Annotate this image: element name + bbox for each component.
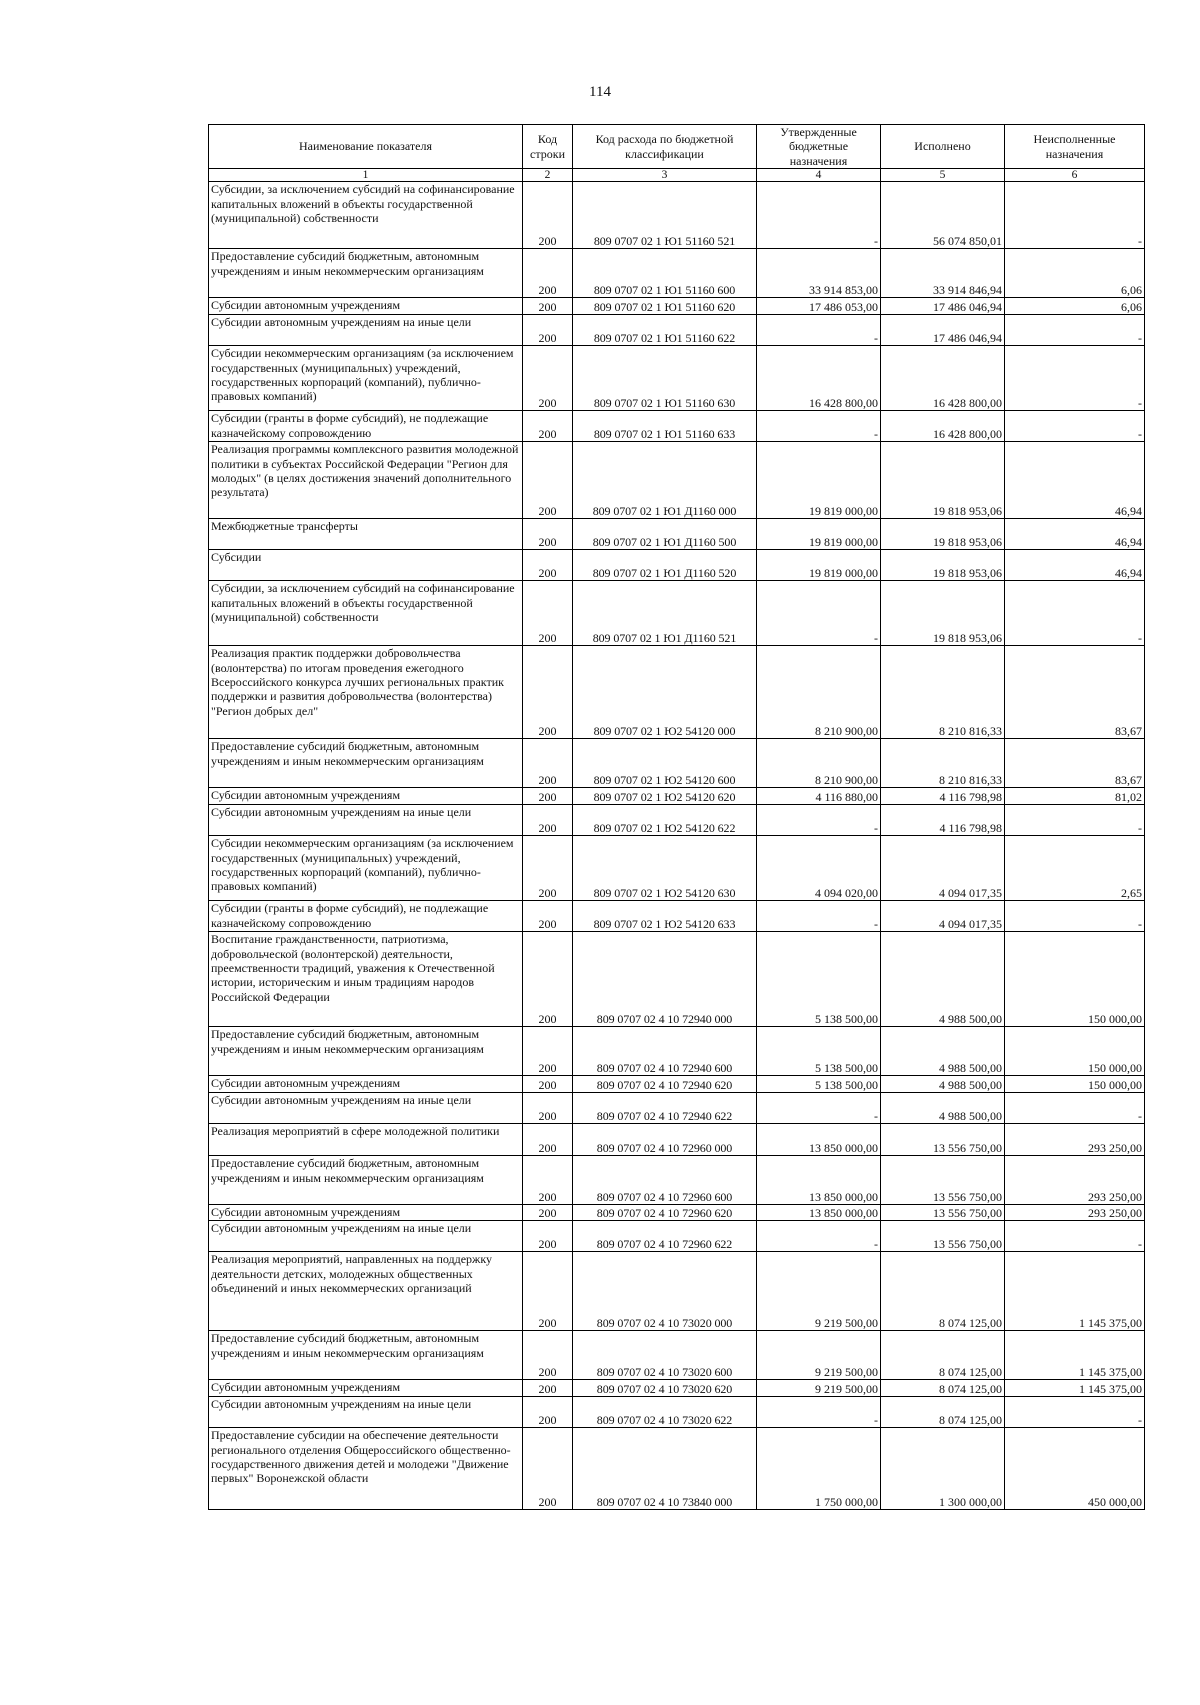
row-approved-amount: 4 094 020,00 bbox=[757, 836, 881, 901]
row-indicator-name: Предоставление субсидий бюджетным, автономным учреждениям и иным некоммерческим организациям bbox=[209, 1156, 523, 1205]
row-unexecuted-amount: - bbox=[1005, 315, 1145, 346]
row-executed-amount: 8 074 125,00 bbox=[881, 1331, 1005, 1380]
row-line-code: 200 bbox=[523, 932, 573, 1027]
table-row bbox=[209, 1156, 1145, 1205]
table-row bbox=[209, 581, 1145, 646]
row-executed-amount: 56 074 850,01 bbox=[881, 182, 1005, 249]
row-budget-code: 809 0707 02 1 Ю2 54120 600 bbox=[573, 739, 757, 788]
row-budget-code: 809 0707 02 1 Ю2 54120 633 bbox=[573, 901, 757, 932]
row-unexecuted-amount: 6,06 bbox=[1005, 249, 1145, 298]
row-line-code: 200 bbox=[523, 1397, 573, 1428]
row-unexecuted-amount: - bbox=[1005, 1093, 1145, 1124]
row-line-code: 200 bbox=[523, 1076, 573, 1093]
row-unexecuted-amount: 46,94 bbox=[1005, 550, 1145, 581]
row-line-code: 200 bbox=[523, 411, 573, 442]
row-indicator-name: Реализация мероприятий в сфере молодежной политики bbox=[209, 1124, 523, 1156]
row-indicator-name: Субсидии автономным учреждениям на иные цели bbox=[209, 1221, 523, 1252]
row-indicator-name: Субсидии некоммерческим организациям (за исключением государственных (муниципальных) учреждений, государственных корпораций (компаний), публично-правовых компаний) bbox=[209, 836, 523, 901]
row-line-code: 200 bbox=[523, 1156, 573, 1205]
row-executed-amount: 13 556 750,00 bbox=[881, 1124, 1005, 1156]
row-indicator-name: Субсидии автономным учреждениям на иные цели bbox=[209, 315, 523, 346]
row-line-code: 200 bbox=[523, 788, 573, 805]
row-unexecuted-amount: 450 000,00 bbox=[1005, 1428, 1145, 1510]
row-executed-amount: 4 988 500,00 bbox=[881, 1093, 1005, 1124]
row-unexecuted-amount: 1 145 375,00 bbox=[1005, 1252, 1145, 1331]
row-approved-amount: - bbox=[757, 901, 881, 932]
row-line-code: 200 bbox=[523, 1027, 573, 1076]
row-line-code: 200 bbox=[523, 1252, 573, 1331]
row-approved-amount: 33 914 853,00 bbox=[757, 249, 881, 298]
row-executed-amount: 1 300 000,00 bbox=[881, 1428, 1005, 1510]
row-budget-code: 809 0707 02 1 Ю1 51160 620 bbox=[573, 298, 757, 315]
row-unexecuted-amount: 6,06 bbox=[1005, 298, 1145, 315]
row-line-code: 200 bbox=[523, 442, 573, 519]
row-approved-amount: 4 116 880,00 bbox=[757, 788, 881, 805]
row-unexecuted-amount: 46,94 bbox=[1005, 442, 1145, 519]
row-indicator-name: Субсидии автономным учреждениям bbox=[209, 1205, 523, 1221]
row-indicator-name: Субсидии автономным учреждениям bbox=[209, 1076, 523, 1093]
row-unexecuted-amount: - bbox=[1005, 901, 1145, 932]
row-approved-amount: 17 486 053,00 bbox=[757, 298, 881, 315]
row-approved-amount: 9 219 500,00 bbox=[757, 1331, 881, 1380]
row-executed-amount: 4 988 500,00 bbox=[881, 1027, 1005, 1076]
row-line-code: 200 bbox=[523, 739, 573, 788]
table-row bbox=[209, 1331, 1145, 1380]
table-row bbox=[209, 1027, 1145, 1076]
table-row bbox=[209, 836, 1145, 901]
row-indicator-name: Субсидии автономным учреждениям bbox=[209, 298, 523, 315]
column-number: 5 bbox=[881, 169, 1005, 182]
row-indicator-name: Субсидии (гранты в форме субсидий), не подлежащие казначейскому сопровождению bbox=[209, 901, 523, 932]
row-unexecuted-amount: 81,02 bbox=[1005, 788, 1145, 805]
row-indicator-name: Субсидии автономным учреждениям на иные цели bbox=[209, 1397, 523, 1428]
row-executed-amount: 17 486 046,94 bbox=[881, 298, 1005, 315]
row-indicator-name: Предоставление субсидий бюджетным, автономным учреждениям и иным некоммерческим организациям bbox=[209, 1027, 523, 1076]
table-row bbox=[209, 1076, 1145, 1093]
row-approved-amount: 1 750 000,00 bbox=[757, 1428, 881, 1510]
row-line-code: 200 bbox=[523, 315, 573, 346]
row-budget-code: 809 0707 02 4 10 72960 622 bbox=[573, 1221, 757, 1252]
row-executed-amount: 8 074 125,00 bbox=[881, 1397, 1005, 1428]
row-budget-code: 809 0707 02 1 Ю1 51160 521 bbox=[573, 182, 757, 249]
row-approved-amount: 5 138 500,00 bbox=[757, 932, 881, 1027]
table-row bbox=[209, 805, 1145, 836]
table-row bbox=[209, 1221, 1145, 1252]
row-approved-amount: - bbox=[757, 1221, 881, 1252]
column-number: 3 bbox=[573, 169, 757, 182]
table-row bbox=[209, 788, 1145, 805]
row-budget-code: 809 0707 02 4 10 73840 000 bbox=[573, 1428, 757, 1510]
table-row bbox=[209, 315, 1145, 346]
table-row bbox=[209, 932, 1145, 1027]
row-unexecuted-amount: 1 145 375,00 bbox=[1005, 1331, 1145, 1380]
budget-execution-table bbox=[208, 124, 1145, 1510]
row-budget-code: 809 0707 02 4 10 73020 000 bbox=[573, 1252, 757, 1331]
row-line-code: 200 bbox=[523, 1124, 573, 1156]
row-line-code: 200 bbox=[523, 1205, 573, 1221]
table-row bbox=[209, 411, 1145, 442]
row-approved-amount: 9 219 500,00 bbox=[757, 1380, 881, 1397]
row-budget-code: 809 0707 02 1 Ю1 51160 622 bbox=[573, 315, 757, 346]
row-approved-amount: - bbox=[757, 182, 881, 249]
column-number: 1 bbox=[209, 169, 523, 182]
row-budget-code: 809 0707 02 1 Ю2 54120 622 bbox=[573, 805, 757, 836]
table-row bbox=[209, 1380, 1145, 1397]
table-row bbox=[209, 901, 1145, 932]
row-approved-amount: - bbox=[757, 315, 881, 346]
row-line-code: 200 bbox=[523, 581, 573, 646]
table-body bbox=[209, 182, 1145, 1510]
row-approved-amount: - bbox=[757, 805, 881, 836]
row-indicator-name: Реализация программы комплексного развития молодежной политики в субъектах Российской Федерации "Регион для молодых" (в целях достижения значений дополнительного результата) bbox=[209, 442, 523, 519]
row-approved-amount: 13 850 000,00 bbox=[757, 1124, 881, 1156]
row-budget-code: 809 0707 02 1 Ю2 54120 000 bbox=[573, 646, 757, 739]
row-indicator-name: Субсидии, за исключением субсидий на софинансирование капитальных вложений в объекты государственной (муниципальной) собственности bbox=[209, 581, 523, 646]
column-number: 4 bbox=[757, 169, 881, 182]
row-approved-amount: 8 210 900,00 bbox=[757, 646, 881, 739]
row-approved-amount: 5 138 500,00 bbox=[757, 1027, 881, 1076]
row-executed-amount: 4 116 798,98 bbox=[881, 788, 1005, 805]
row-indicator-name: Реализация мероприятий, направленных на поддержку деятельности детских, молодежных общественных объединений и иных некоммерческих организаций bbox=[209, 1252, 523, 1331]
row-budget-code: 809 0707 02 4 10 72940 000 bbox=[573, 932, 757, 1027]
table-row bbox=[209, 1428, 1145, 1510]
header-line-code: Код строки bbox=[523, 125, 573, 169]
row-unexecuted-amount: - bbox=[1005, 1221, 1145, 1252]
row-indicator-name: Субсидии автономным учреждениям bbox=[209, 1380, 523, 1397]
table-row bbox=[209, 298, 1145, 315]
row-budget-code: 809 0707 02 1 Ю1 Д1160 520 bbox=[573, 550, 757, 581]
row-executed-amount: 16 428 800,00 bbox=[881, 411, 1005, 442]
row-executed-amount: 8 210 816,33 bbox=[881, 646, 1005, 739]
row-budget-code: 809 0707 02 1 Ю1 Д1160 000 bbox=[573, 442, 757, 519]
row-budget-code: 809 0707 02 1 Ю1 51160 600 bbox=[573, 249, 757, 298]
row-budget-code: 809 0707 02 4 10 73020 620 bbox=[573, 1380, 757, 1397]
row-line-code: 200 bbox=[523, 550, 573, 581]
row-approved-amount: 19 819 000,00 bbox=[757, 519, 881, 550]
row-budget-code: 809 0707 02 1 Ю1 Д1160 521 bbox=[573, 581, 757, 646]
row-unexecuted-amount: - bbox=[1005, 182, 1145, 249]
row-approved-amount: 13 850 000,00 bbox=[757, 1156, 881, 1205]
row-executed-amount: 17 486 046,94 bbox=[881, 315, 1005, 346]
row-approved-amount: - bbox=[757, 411, 881, 442]
row-line-code: 200 bbox=[523, 646, 573, 739]
header-unexecuted: Неисполненные назначения bbox=[1005, 125, 1145, 169]
row-indicator-name: Субсидии bbox=[209, 550, 523, 581]
row-indicator-name: Субсидии (гранты в форме субсидий), не подлежащие казначейскому сопровождению bbox=[209, 411, 523, 442]
row-budget-code: 809 0707 02 4 10 72940 620 bbox=[573, 1076, 757, 1093]
table-row bbox=[209, 1205, 1145, 1221]
row-indicator-name: Субсидии автономным учреждениям на иные цели bbox=[209, 805, 523, 836]
row-indicator-name: Предоставление субсидий бюджетным, автономным учреждениям и иным некоммерческим организациям bbox=[209, 249, 523, 298]
row-unexecuted-amount: - bbox=[1005, 805, 1145, 836]
row-budget-code: 809 0707 02 4 10 72960 620 bbox=[573, 1205, 757, 1221]
row-executed-amount: 4 988 500,00 bbox=[881, 932, 1005, 1027]
row-unexecuted-amount: - bbox=[1005, 1397, 1145, 1428]
table-row bbox=[209, 519, 1145, 550]
row-approved-amount: 9 219 500,00 bbox=[757, 1252, 881, 1331]
row-executed-amount: 19 818 953,06 bbox=[881, 550, 1005, 581]
row-executed-amount: 8 074 125,00 bbox=[881, 1380, 1005, 1397]
row-executed-amount: 19 818 953,06 bbox=[881, 581, 1005, 646]
row-unexecuted-amount: 150 000,00 bbox=[1005, 1076, 1145, 1093]
table-row bbox=[209, 249, 1145, 298]
row-executed-amount: 13 556 750,00 bbox=[881, 1205, 1005, 1221]
row-line-code: 200 bbox=[523, 182, 573, 249]
table-row bbox=[209, 1397, 1145, 1428]
row-executed-amount: 13 556 750,00 bbox=[881, 1221, 1005, 1252]
row-approved-amount: - bbox=[757, 1397, 881, 1428]
table-row bbox=[209, 182, 1145, 249]
row-line-code: 200 bbox=[523, 1331, 573, 1380]
table-row bbox=[209, 550, 1145, 581]
table-row bbox=[209, 346, 1145, 411]
row-executed-amount: 19 818 953,06 bbox=[881, 519, 1005, 550]
row-executed-amount: 4 116 798,98 bbox=[881, 805, 1005, 836]
row-indicator-name: Субсидии автономным учреждениям на иные цели bbox=[209, 1093, 523, 1124]
table-row bbox=[209, 1124, 1145, 1156]
header-approved: Утвержденные бюджетные назначения bbox=[757, 125, 881, 169]
row-line-code: 200 bbox=[523, 346, 573, 411]
row-budget-code: 809 0707 02 1 Ю2 54120 630 bbox=[573, 836, 757, 901]
row-indicator-name: Субсидии автономным учреждениям bbox=[209, 788, 523, 805]
row-unexecuted-amount: 293 250,00 bbox=[1005, 1156, 1145, 1205]
row-indicator-name: Предоставление субсидий бюджетным, автономным учреждениям и иным некоммерческим организациям bbox=[209, 739, 523, 788]
row-line-code: 200 bbox=[523, 1380, 573, 1397]
column-number: 6 bbox=[1005, 169, 1145, 182]
row-approved-amount: 5 138 500,00 bbox=[757, 1076, 881, 1093]
row-budget-code: 809 0707 02 4 10 72960 600 bbox=[573, 1156, 757, 1205]
row-unexecuted-amount: - bbox=[1005, 411, 1145, 442]
row-executed-amount: 16 428 800,00 bbox=[881, 346, 1005, 411]
row-line-code: 200 bbox=[523, 519, 573, 550]
row-executed-amount: 4 094 017,35 bbox=[881, 901, 1005, 932]
row-unexecuted-amount: 293 250,00 bbox=[1005, 1124, 1145, 1156]
row-unexecuted-amount: 2,65 bbox=[1005, 836, 1145, 901]
table-row bbox=[209, 1093, 1145, 1124]
row-unexecuted-amount: 83,67 bbox=[1005, 739, 1145, 788]
row-executed-amount: 8 074 125,00 bbox=[881, 1252, 1005, 1331]
row-approved-amount: 19 819 000,00 bbox=[757, 550, 881, 581]
row-approved-amount: - bbox=[757, 581, 881, 646]
table-row bbox=[209, 1252, 1145, 1331]
row-budget-code: 809 0707 02 1 Ю1 Д1160 500 bbox=[573, 519, 757, 550]
row-unexecuted-amount: 150 000,00 bbox=[1005, 932, 1145, 1027]
row-approved-amount: 13 850 000,00 bbox=[757, 1205, 881, 1221]
row-approved-amount: - bbox=[757, 1093, 881, 1124]
row-indicator-name: Межбюджетные трансферты bbox=[209, 519, 523, 550]
row-unexecuted-amount: 293 250,00 bbox=[1005, 1205, 1145, 1221]
row-budget-code: 809 0707 02 4 10 72940 622 bbox=[573, 1093, 757, 1124]
row-budget-code: 809 0707 02 4 10 73020 600 bbox=[573, 1331, 757, 1380]
row-budget-code: 809 0707 02 4 10 72960 000 bbox=[573, 1124, 757, 1156]
row-unexecuted-amount: - bbox=[1005, 346, 1145, 411]
row-line-code: 200 bbox=[523, 1093, 573, 1124]
row-approved-amount: 16 428 800,00 bbox=[757, 346, 881, 411]
row-line-code: 200 bbox=[523, 805, 573, 836]
row-unexecuted-amount: 83,67 bbox=[1005, 646, 1145, 739]
row-indicator-name: Субсидии, за исключением субсидий на софинансирование капитальных вложений в объекты государственной (муниципальной) собственности bbox=[209, 182, 523, 249]
row-executed-amount: 4 094 017,35 bbox=[881, 836, 1005, 901]
table-row bbox=[209, 442, 1145, 519]
row-indicator-name: Воспитание гражданственности, патриотизма, добровольческой (волонтерской) деятельности, преемственности традиций, уважения к Отечественной истории, историческим и иным традициям народов Российской Федерации bbox=[209, 932, 523, 1027]
row-executed-amount: 19 818 953,06 bbox=[881, 442, 1005, 519]
row-budget-code: 809 0707 02 4 10 72940 600 bbox=[573, 1027, 757, 1076]
row-line-code: 200 bbox=[523, 249, 573, 298]
table-header bbox=[209, 125, 1145, 182]
header-indicator-name: Наименование показателя bbox=[209, 125, 523, 169]
row-line-code: 200 bbox=[523, 901, 573, 932]
row-indicator-name: Субсидии некоммерческим организациям (за исключением государственных (муниципальных) учреждений, государственных корпораций (компаний), публично-правовых компаний) bbox=[209, 346, 523, 411]
row-unexecuted-amount: - bbox=[1005, 581, 1145, 646]
column-number: 2 bbox=[523, 169, 573, 182]
row-budget-code: 809 0707 02 1 Ю1 51160 630 bbox=[573, 346, 757, 411]
row-approved-amount: 8 210 900,00 bbox=[757, 739, 881, 788]
table-row bbox=[209, 739, 1145, 788]
row-unexecuted-amount: 150 000,00 bbox=[1005, 1027, 1145, 1076]
row-indicator-name: Реализация практик поддержки добровольчества (волонтерства) по итогам проведения ежегодного Всероссийского конкурса лучших региональных практик поддержки и развития добровольчества (волонтерства) "Регион добрых дел" bbox=[209, 646, 523, 739]
row-executed-amount: 13 556 750,00 bbox=[881, 1156, 1005, 1205]
row-indicator-name: Предоставление субсидии на обеспечение деятельности регионального отделения Общероссийского общественно-государственного движения детей и молодежи "Движение первых" Воронежской области bbox=[209, 1428, 523, 1510]
row-budget-code: 809 0707 02 1 Ю2 54120 620 bbox=[573, 788, 757, 805]
header-budget-code: Код расхода по бюджетной классификации bbox=[573, 125, 757, 169]
row-indicator-name: Предоставление субсидий бюджетным, автономным учреждениям и иным некоммерческим организациям bbox=[209, 1331, 523, 1380]
row-approved-amount: 19 819 000,00 bbox=[757, 442, 881, 519]
row-line-code: 200 bbox=[523, 1428, 573, 1510]
row-line-code: 200 bbox=[523, 298, 573, 315]
row-unexecuted-amount: 46,94 bbox=[1005, 519, 1145, 550]
row-executed-amount: 8 210 816,33 bbox=[881, 739, 1005, 788]
row-line-code: 200 bbox=[523, 836, 573, 901]
table-row bbox=[209, 646, 1145, 739]
row-budget-code: 809 0707 02 1 Ю1 51160 633 bbox=[573, 411, 757, 442]
row-line-code: 200 bbox=[523, 1221, 573, 1252]
row-executed-amount: 4 988 500,00 bbox=[881, 1076, 1005, 1093]
row-executed-amount: 33 914 846,94 bbox=[881, 249, 1005, 298]
page-number: 114 bbox=[589, 84, 611, 100]
header-executed: Исполнено bbox=[881, 125, 1005, 169]
row-budget-code: 809 0707 02 4 10 73020 622 bbox=[573, 1397, 757, 1428]
row-unexecuted-amount: 1 145 375,00 bbox=[1005, 1380, 1145, 1397]
